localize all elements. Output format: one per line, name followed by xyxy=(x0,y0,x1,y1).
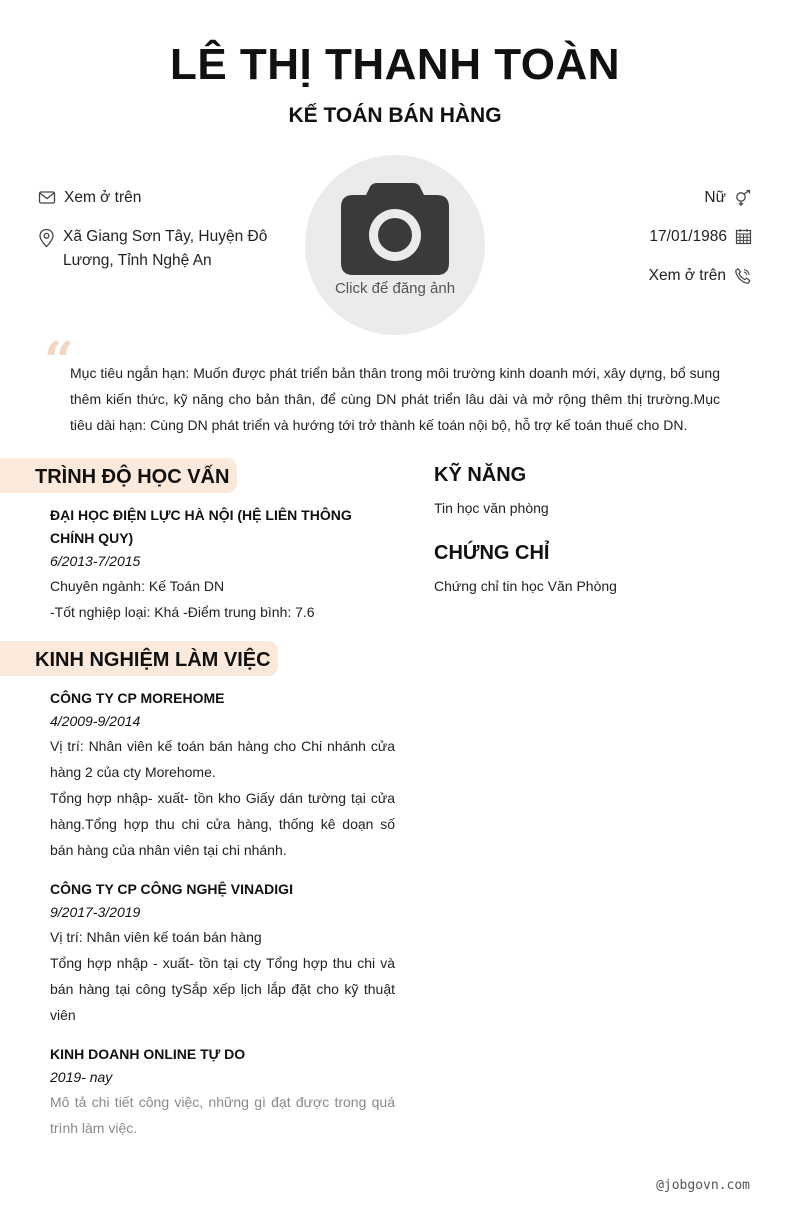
location-pin-icon xyxy=(38,228,55,248)
education-date: 6/2013-7/2015 xyxy=(50,553,141,569)
education-entry xyxy=(50,504,395,625)
job-date: 9/2017-3/2019 xyxy=(50,904,141,920)
experience-heading: KINH NGHIỆM LÀM VIỆC xyxy=(0,641,278,676)
certificates-heading: CHỨNG CHỈ xyxy=(434,542,550,564)
email-icon xyxy=(38,189,56,205)
contact-left xyxy=(38,186,278,273)
gender-value: Nữ xyxy=(704,189,726,206)
job-description-placeholder[interactable]: Mô tả chi tiết công việc, những gì đạt được trong quá trình làm việc. xyxy=(50,1094,395,1136)
candidate-name: LÊ THỊ THANH TOÀN xyxy=(169,40,621,89)
education-result: -Tốt nghiệp loại: Khá -Điểm trung bình: 7.6 xyxy=(50,604,315,620)
gender-icon xyxy=(734,189,752,207)
job-entry xyxy=(50,687,395,863)
phone-row xyxy=(512,264,752,288)
company-name: KINH DOANH ONLINE TỰ DO xyxy=(50,1046,246,1062)
phone-value: Xem ở trên xyxy=(648,267,726,284)
birthday-row xyxy=(512,225,752,249)
job-entry xyxy=(50,878,395,1028)
birthday-value: 17/01/1986 xyxy=(649,228,727,245)
school-name: ĐẠI HỌC ĐIỆN LỰC HÀ NỘI (HỆ LIÊN THÔNG CHÍNH QUY) xyxy=(50,507,352,546)
job-position: KẾ TOÁN BÁN HÀNG xyxy=(288,104,502,127)
career-objective: Mục tiêu ngắn hạn: Muốn được phát triển bản thân trong môi trường kinh doanh mới, xây dựng, bổ sung thêm kiến thức, kỹ năng cho bản thân, để cùng DN phát triển lâu dài và mở rộng thêm thị trường.Mục tiêu dài hạn: Cùng DN phát triển và hướng tới trở thành kế toán nội bộ, hỗ trợ kế toán thuế cho DN. xyxy=(70,365,720,433)
quote-icon: “ xyxy=(44,331,74,392)
address-row xyxy=(38,225,278,273)
email-row xyxy=(38,186,278,210)
education-heading: TRÌNH ĐỘ HỌC VẤN xyxy=(0,458,237,493)
job-description: Tổng hợp nhập - xuất- tồn tại cty Tổng hợp thu chi và bán hàng tại công tySắp xếp lịch lắp đặt cho kỹ thuật viên xyxy=(50,955,395,1023)
avatar-upload[interactable] xyxy=(305,155,485,335)
job-description: Vị trí: Nhân viên kế toán bán hàng xyxy=(50,929,262,945)
certificates-text: Chứng chỉ tin học Văn Phòng xyxy=(434,578,617,594)
contact-right xyxy=(512,186,752,288)
email-value: Xem ở trên xyxy=(64,189,142,206)
education-major: Chuyên ngành: Kế Toán DN xyxy=(50,578,225,594)
job-description: Tổng hợp nhập- xuất- tồn kho Giấy dán tường tại cửa hàng.Tổng hợp thu chi cửa hàng, thống kê doạn số bán hàng của nhân viên tại chi nhánh. xyxy=(50,790,395,858)
company-name: CÔNG TY CP MOREHOME xyxy=(50,690,225,706)
avatar-label: Click để đăng ảnh xyxy=(334,280,456,297)
address-value: Xã Giang Sơn Tây, Huyện Đô Lương, Tỉnh Nghệ An xyxy=(63,228,268,269)
company-name: CÔNG TY CP CÔNG NGHỆ VINADIGI xyxy=(50,881,293,897)
phone-icon xyxy=(734,267,752,285)
calendar-icon xyxy=(735,228,752,245)
job-date: 4/2009-9/2014 xyxy=(50,713,141,729)
camera-icon xyxy=(341,179,449,275)
job-entry xyxy=(50,1043,395,1141)
skills-text: Tin học văn phòng xyxy=(434,500,549,516)
watermark: @jobgovn.com xyxy=(656,1178,750,1193)
job-date: 2019- nay xyxy=(50,1069,113,1085)
job-description: Vị trí: Nhân viên kế toán bán hàng cho Chi nhánh cửa hàng 2 của cty Morehome. xyxy=(50,738,395,780)
skills-heading: KỸ NĂNG xyxy=(434,464,527,486)
gender-row xyxy=(512,186,752,210)
